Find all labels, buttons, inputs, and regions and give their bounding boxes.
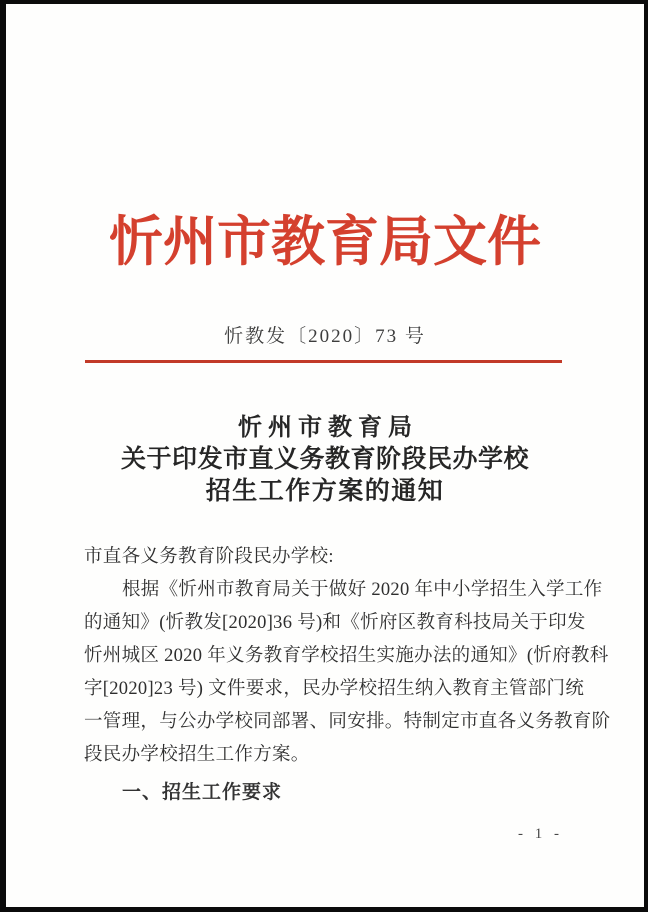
letterhead-title: 忻州市教育局文件 [109, 212, 541, 272]
paragraph-line: 段民办学校招生工作方案。 [84, 745, 310, 765]
document-title [6, 412, 644, 508]
page-number: - 1 - [518, 826, 563, 842]
paragraph-line: 字[2020]23 号) 文件要求，民办学校招生纳入教育主管部门统 [84, 679, 585, 699]
paragraph-line: 根据《忻州市教育局关于做好 2020 年中小学招生入学工作 [122, 580, 603, 600]
salutation: 市直各义务教育阶段民办学校: [84, 547, 334, 567]
document-body [84, 541, 611, 809]
document-title-line2: 关于印发市直义务教育阶段民办学校 [120, 446, 529, 473]
document-title-issuer: 忻州市教育局 [238, 415, 418, 441]
section-heading: 一、招生工作要求 [122, 782, 283, 803]
document-title-line3: 招生工作方案的通知 [205, 478, 445, 505]
paragraph-line: 一管理，与公办学校同部署、同安排。特制定市直各义务教育阶 [84, 712, 611, 732]
document-number: 忻教发〔2020〕73 号 [224, 326, 426, 347]
paragraph-line: 的通知》(忻教发[2020]36 号)和《忻府区教育科技局关于印发 [84, 613, 586, 633]
paragraph-line: 忻州城区 2020 年义务教育学校招生实施办法的通知》(忻府教科 [84, 646, 609, 666]
red-divider-line [85, 360, 562, 363]
